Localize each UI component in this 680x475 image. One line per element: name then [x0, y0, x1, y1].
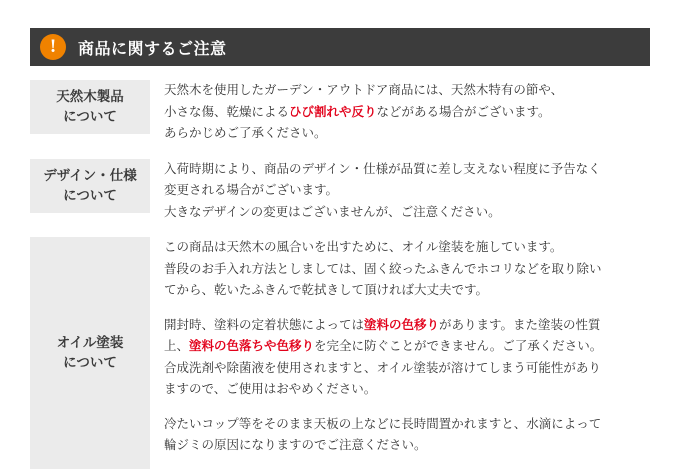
notice-sections [30, 80, 650, 469]
section-label-line2: について [63, 355, 117, 370]
notice-section [30, 80, 650, 145]
section-label [30, 80, 150, 134]
section-body [150, 80, 650, 145]
highlighted-text: 塗料の色移り [364, 317, 440, 332]
highlighted-text: ひび割れや反り [289, 104, 377, 119]
text-run: 輪ジミの原因になりますのでご注意ください。 [164, 438, 427, 452]
text-run: 天然木を使用したガーデン・アウトドア商品には、天然木特有の節や、 [164, 83, 564, 97]
section-label-line2: について [63, 109, 117, 124]
section-paragraph [164, 414, 650, 436]
section-paragraph [164, 435, 650, 457]
section-paragraph [164, 379, 650, 401]
section-body [150, 159, 650, 224]
text-run: 普段のお手入れ方法としましては、固く絞ったふきんでホコリなどを取り除い [164, 261, 602, 276]
section-paragraph [164, 280, 650, 302]
text-run: 入荷時期により、商品のデザイン・仕様が品質に差し支えない程度に予告なく [164, 161, 601, 176]
section-label-line1: オイル塗装 [56, 335, 124, 351]
text-run: 上、 [164, 339, 190, 353]
text-run: があります。また塗装の性質 [439, 317, 601, 332]
section-paragraph [164, 336, 650, 358]
text-run: あらかじめご了承ください。 [164, 126, 327, 140]
exclamation-icon: ! [40, 34, 66, 60]
section-body [150, 237, 650, 457]
notice-header [30, 28, 650, 66]
section-paragraph [164, 180, 650, 202]
text-run: 大きなデザインの変更はございませんが、ご注意ください。 [164, 204, 501, 219]
text-run: この商品は天然木の風合いを出すために、オイル塗装を施しています。 [164, 240, 563, 254]
page-title: 商品に関するご注意 [78, 40, 227, 58]
section-paragraph [164, 80, 650, 102]
section-paragraph [164, 315, 650, 337]
text-run: 冷たいコップ等をそのまま天板の上などに長時間置かれますと、水滴によって [164, 416, 602, 431]
section-label [30, 159, 150, 213]
text-run: を完全に防ぐことができません。ご了承ください。 [314, 339, 603, 353]
section-label-line1: 天然木製品 [56, 89, 124, 105]
text-run: てから、乾いたふきんで乾拭きして頂ければ大丈夫です。 [164, 283, 489, 297]
section-label-line1: デザイン・仕様 [43, 167, 137, 183]
text-run: ますので、ご使用はおやめください。 [164, 382, 377, 396]
text-run: などがある場合がございます。 [376, 104, 551, 119]
section-paragraph [164, 159, 650, 181]
notice-section [30, 237, 650, 469]
section-paragraph [164, 202, 650, 224]
notice-section [30, 159, 650, 224]
text-run: 開封時、塗料の定着状態によっては [164, 317, 365, 332]
section-paragraph [164, 259, 650, 281]
text-run: 小さな傷、乾燥による [164, 104, 290, 119]
section-label-line2: について [63, 187, 117, 203]
section-label [30, 237, 150, 469]
section-paragraph [164, 102, 650, 124]
section-paragraph [164, 358, 650, 380]
text-run: 変更される場合がございます。 [164, 183, 339, 197]
highlighted-text: 塗料の色落ちや色移り [189, 339, 315, 353]
section-paragraph [164, 123, 650, 145]
section-paragraph [164, 237, 650, 259]
text-run: 合成洗剤や除菌液を使用されますと、オイル塗装が溶けてしまう可能性があり [164, 360, 601, 375]
